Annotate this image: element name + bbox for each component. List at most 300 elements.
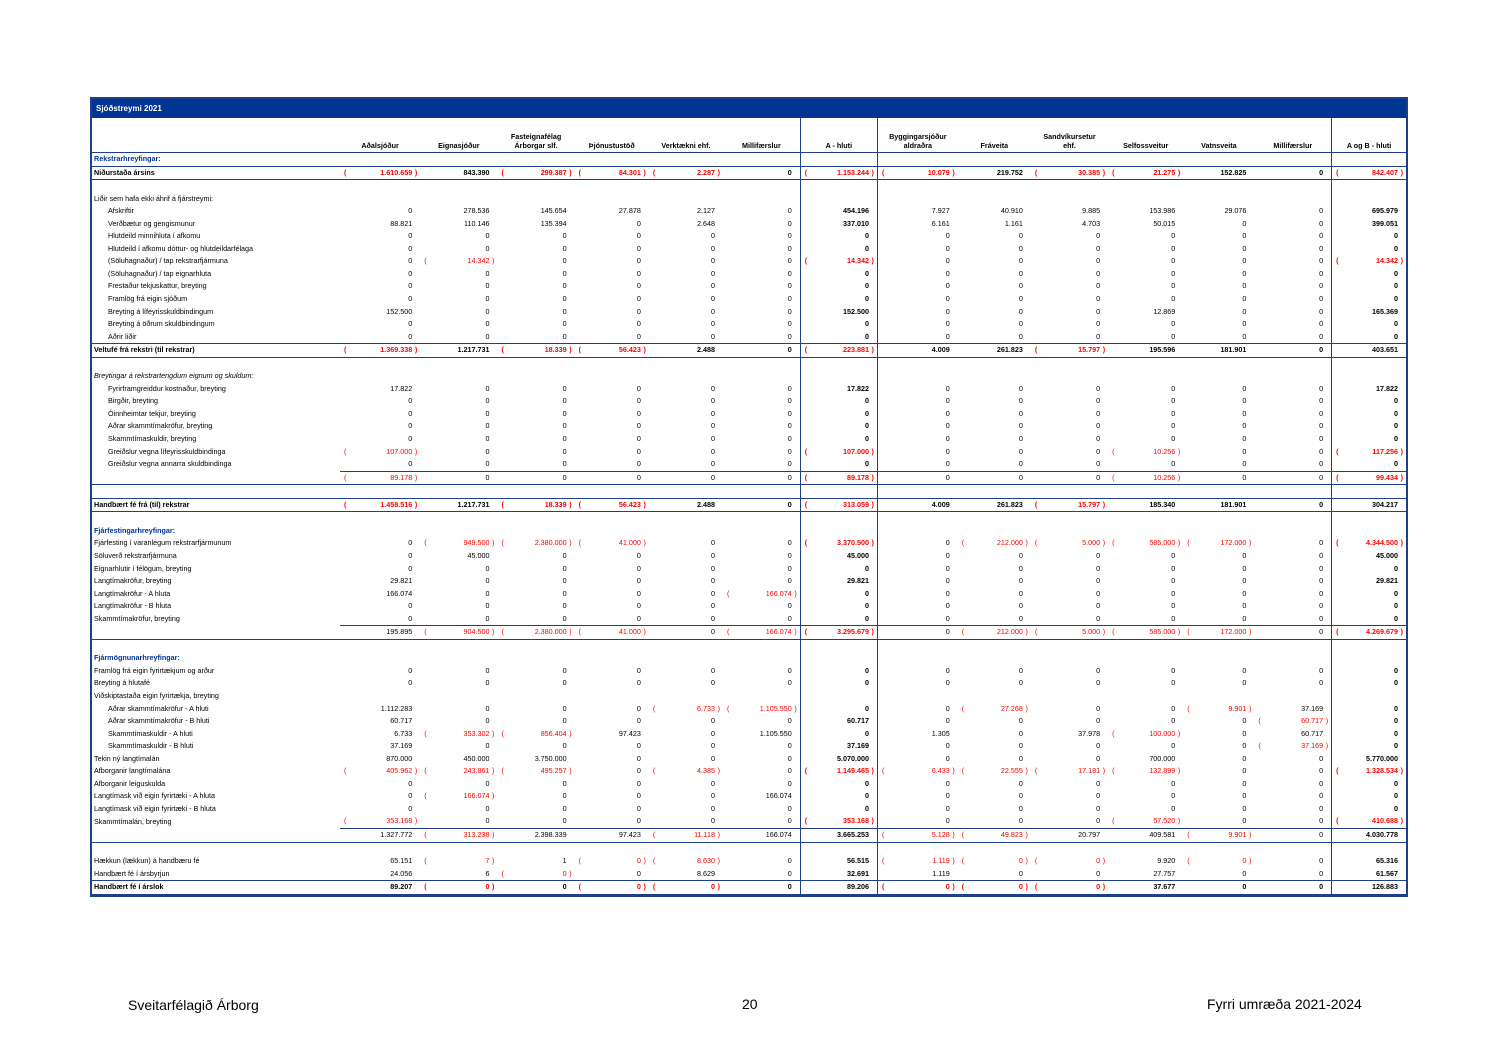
value-cell: 0 bbox=[1096, 383, 1101, 393]
value-cell: 0 bbox=[1319, 588, 1324, 598]
value-cell: ( 41.000 ) bbox=[575, 626, 649, 640]
value-cell: 3.750.000 bbox=[534, 753, 567, 763]
row-label: Framlög frá eigin fyrirtækjum og arður bbox=[94, 665, 215, 675]
value-cell bbox=[575, 357, 649, 370]
value-cell: 0 bbox=[1242, 588, 1247, 598]
table-row bbox=[92, 230, 1406, 243]
table-row bbox=[92, 613, 1406, 626]
row-label: Tekin ný langtímalán bbox=[94, 753, 160, 763]
value-cell: 0 bbox=[1018, 576, 1023, 586]
value-cell: 0 bbox=[1242, 778, 1247, 788]
value-cell bbox=[340, 357, 420, 370]
row-label: Langtímakröfur - B hluta bbox=[94, 601, 172, 611]
value-cell: ( 1.369.338 ) bbox=[340, 344, 420, 358]
value-cell bbox=[1332, 153, 1406, 167]
value-cell: 0 bbox=[877, 600, 957, 613]
value-cell: 0 bbox=[636, 766, 641, 776]
row-label bbox=[92, 626, 340, 640]
value-cell: 0 bbox=[1332, 740, 1406, 753]
value-cell: 0 bbox=[711, 538, 716, 548]
value-cell bbox=[877, 370, 957, 383]
value-cell bbox=[877, 485, 957, 499]
value-cell: 0 bbox=[711, 576, 716, 586]
value-cell: 0 bbox=[1319, 753, 1324, 763]
value-cell: ( 1.458.516 ) bbox=[340, 498, 420, 512]
value-cell: 0 bbox=[1319, 446, 1324, 456]
value-cell: 0 bbox=[787, 319, 792, 329]
row-label bbox=[92, 842, 340, 855]
column-header: Þjónustustöð bbox=[575, 118, 649, 153]
value-cell bbox=[1332, 690, 1406, 703]
value-cell: 0 bbox=[711, 446, 716, 456]
value-cell: 0 bbox=[1319, 383, 1324, 393]
value-cell: ( 1.153.244 ) bbox=[800, 166, 877, 180]
value-cell: ( 0 ) bbox=[497, 868, 574, 881]
column-header: A - hluti bbox=[800, 118, 877, 153]
value-cell: 0 bbox=[1332, 790, 1406, 803]
value-cell: 0 bbox=[1319, 766, 1324, 776]
value-cell: 0 bbox=[562, 803, 567, 813]
value-cell: 0 bbox=[787, 550, 792, 560]
value-cell: 0 bbox=[408, 256, 413, 266]
value-cell: 0 bbox=[1018, 601, 1023, 611]
value-cell: 0 bbox=[1183, 881, 1254, 895]
value-cell: 0 bbox=[1319, 408, 1324, 418]
value-cell: 0 bbox=[787, 778, 792, 788]
value-cell: 0 bbox=[787, 601, 792, 611]
value-cell: 0 bbox=[485, 665, 490, 675]
value-cell: ( 495.257 ) bbox=[497, 765, 574, 778]
table-row bbox=[92, 753, 1406, 766]
value-cell: 45.000 bbox=[467, 550, 490, 560]
value-cell: 0 bbox=[636, 459, 641, 469]
value-cell: 0 bbox=[1332, 803, 1406, 816]
table-row bbox=[92, 740, 1406, 753]
value-cell: 0 bbox=[1319, 601, 1324, 611]
row-label: Framlög frá eigin sjóðum bbox=[108, 294, 188, 304]
row-label: Aðrir liðir bbox=[108, 331, 137, 341]
value-cell bbox=[420, 652, 497, 665]
row-label: Hlutdeild minnihluta í afkomu bbox=[108, 231, 201, 241]
value-cell bbox=[340, 153, 420, 167]
value-cell: ( 585.000 ) bbox=[1108, 537, 1183, 550]
spacer-row bbox=[92, 639, 1406, 652]
value-cell: 0 bbox=[958, 471, 1031, 485]
value-cell: 0 bbox=[408, 601, 413, 611]
value-cell: 17.822 bbox=[1332, 383, 1406, 396]
value-cell: 0 bbox=[562, 319, 567, 329]
value-cell: 0 bbox=[711, 665, 716, 675]
value-cell: 0 bbox=[636, 868, 641, 878]
value-cell: 0 bbox=[636, 613, 641, 623]
value-cell: 0 bbox=[1254, 626, 1331, 640]
value-cell: 0 bbox=[636, 294, 641, 304]
value-cell: ( 10.256 ) bbox=[1108, 471, 1183, 485]
value-cell bbox=[497, 690, 574, 703]
value-cell: 0 bbox=[1332, 563, 1406, 576]
value-cell: ( 2.380.000 ) bbox=[497, 626, 574, 640]
value-cell bbox=[723, 357, 800, 370]
value-cell: 0 bbox=[800, 293, 877, 306]
spacer-row bbox=[92, 485, 1406, 499]
value-cell bbox=[649, 512, 723, 525]
table-row bbox=[92, 420, 1406, 433]
value-cell: 0 bbox=[1018, 816, 1023, 826]
value-cell: 0 bbox=[800, 243, 877, 256]
value-cell: 0 bbox=[562, 678, 567, 688]
value-cell: 0 bbox=[1242, 281, 1247, 291]
row-label: Langtímakröfur - A hluta bbox=[94, 588, 171, 598]
value-cell bbox=[723, 639, 800, 652]
value-cell: 0 bbox=[408, 331, 413, 341]
footer-document-label: Fyrri umræða 2021-2024 bbox=[1207, 996, 1362, 1012]
value-cell: 0 bbox=[1018, 231, 1023, 241]
value-cell: 0 bbox=[485, 243, 490, 253]
row-label: Langtímask við eigin fyrirtæki - A hluta bbox=[94, 791, 216, 801]
value-cell bbox=[1183, 652, 1254, 665]
value-cell: 0 bbox=[1242, 243, 1247, 253]
value-cell bbox=[723, 652, 800, 665]
value-cell: 0 bbox=[575, 471, 649, 485]
value-cell: 0 bbox=[1171, 331, 1176, 341]
value-cell: 0 bbox=[1242, 459, 1247, 469]
value-cell: 0 bbox=[1319, 331, 1324, 341]
value-cell: 0 bbox=[1096, 331, 1101, 341]
value-cell: 0 bbox=[1018, 613, 1023, 623]
value-cell: 0 bbox=[408, 459, 413, 469]
value-cell: 0 bbox=[1018, 331, 1023, 341]
value-cell bbox=[800, 193, 877, 206]
value-cell: 7.927 bbox=[877, 205, 957, 218]
row-label: Skammtímakröfur, breyting bbox=[94, 613, 180, 623]
column-header: Eignasjóður bbox=[420, 118, 497, 153]
value-cell: 0 bbox=[1096, 396, 1101, 406]
value-cell: 1.327.772 bbox=[340, 828, 420, 842]
value-cell: 0 bbox=[877, 446, 957, 459]
value-cell: 0 bbox=[787, 218, 792, 228]
value-cell bbox=[1254, 485, 1331, 499]
value-cell: 0 bbox=[1018, 665, 1023, 675]
value-cell: 0 bbox=[485, 678, 490, 688]
value-cell: 17.822 bbox=[390, 383, 413, 393]
value-cell: ( 0 ) bbox=[958, 881, 1031, 895]
value-cell bbox=[575, 639, 649, 652]
value-cell: 0 bbox=[1096, 408, 1101, 418]
value-cell bbox=[575, 485, 649, 499]
value-cell: 0 bbox=[485, 703, 490, 713]
value-cell: 0 bbox=[711, 319, 716, 329]
value-cell: 0 bbox=[800, 778, 877, 791]
value-cell: 6.733 bbox=[394, 728, 413, 738]
value-cell: 0 bbox=[711, 434, 716, 444]
value-cell: 0 bbox=[1332, 268, 1406, 281]
value-cell: ( 0 ) bbox=[958, 855, 1031, 868]
value-cell: 0 bbox=[787, 766, 792, 776]
row-label: Liðir sem hafa ekki áhrif á fjárstreymi: bbox=[94, 193, 214, 203]
value-cell: 0 bbox=[562, 421, 567, 431]
value-cell: 0 bbox=[1171, 459, 1176, 469]
row-label: (Söluhagnaður) / tap eignarhluta bbox=[108, 268, 212, 278]
value-cell: ( 0 ) bbox=[877, 881, 957, 895]
value-cell: 0 bbox=[1332, 395, 1406, 408]
table-row bbox=[92, 537, 1406, 550]
value-cell bbox=[420, 842, 497, 855]
row-label: Skammtímaskuldir - A hluti bbox=[108, 728, 193, 738]
value-cell: 0 bbox=[1319, 856, 1324, 866]
value-cell: 0 bbox=[1242, 613, 1247, 623]
value-cell bbox=[958, 357, 1031, 370]
value-cell: 0 bbox=[1242, 231, 1247, 241]
value-cell bbox=[1108, 370, 1183, 383]
value-cell: 9.920 bbox=[1157, 856, 1176, 866]
value-cell bbox=[649, 525, 723, 538]
value-cell: 0 bbox=[1332, 715, 1406, 728]
value-cell: 0 bbox=[1171, 778, 1176, 788]
value-cell bbox=[800, 639, 877, 652]
value-cell: ( 9.901 ) bbox=[1183, 703, 1254, 716]
value-cell bbox=[1108, 357, 1183, 370]
value-cell: 403.651 bbox=[1332, 344, 1406, 358]
table-row bbox=[92, 728, 1406, 741]
value-cell bbox=[1254, 525, 1331, 538]
value-cell: 0 bbox=[1018, 434, 1023, 444]
value-cell: 37.978 bbox=[1078, 728, 1101, 738]
value-cell: 0 bbox=[408, 613, 413, 623]
value-cell bbox=[877, 652, 957, 665]
value-cell: 0 bbox=[800, 703, 877, 716]
value-cell: ( 166.074 ) bbox=[723, 588, 800, 601]
value-cell: ( 212.000 ) bbox=[958, 537, 1031, 550]
value-cell: ( 37.169 ) bbox=[1254, 740, 1331, 753]
value-cell: 0 bbox=[711, 550, 716, 560]
value-cell bbox=[1183, 639, 1254, 652]
value-cell: ( 10.256 ) bbox=[1108, 446, 1183, 459]
value-cell: ( 405.962 ) bbox=[340, 765, 420, 778]
table-row bbox=[92, 588, 1406, 601]
value-cell: 0 bbox=[562, 446, 567, 456]
value-cell: 0 bbox=[562, 231, 567, 241]
value-cell: ( 172.000 ) bbox=[1183, 626, 1254, 640]
value-cell bbox=[723, 153, 800, 167]
value-cell: 0 bbox=[1242, 294, 1247, 304]
value-cell: 0 bbox=[562, 791, 567, 801]
value-cell: 0 bbox=[636, 563, 641, 573]
value-cell: 32.691 bbox=[800, 868, 877, 881]
value-cell: 9.885 bbox=[1082, 206, 1101, 216]
value-cell: 195.596 bbox=[1108, 344, 1183, 358]
value-cell: 0 bbox=[711, 243, 716, 253]
value-cell: 45.000 bbox=[1332, 550, 1406, 563]
value-cell: 0 bbox=[1242, 716, 1247, 726]
table-row bbox=[92, 331, 1406, 344]
value-cell bbox=[958, 180, 1031, 193]
value-cell: 0 bbox=[636, 588, 641, 598]
value-cell: 0 bbox=[1018, 803, 1023, 813]
value-cell: ( 15.797 ) bbox=[1031, 498, 1108, 512]
value-cell: 27.757 bbox=[1153, 868, 1176, 878]
row-label bbox=[92, 180, 340, 193]
value-cell: 0 bbox=[787, 294, 792, 304]
value-cell: 0 bbox=[800, 563, 877, 576]
row-label bbox=[92, 471, 340, 485]
value-cell: 1.119 bbox=[877, 868, 957, 881]
value-cell: ( 57.520 ) bbox=[1108, 815, 1183, 828]
value-cell: ( 56.423 ) bbox=[575, 498, 649, 512]
value-cell bbox=[958, 512, 1031, 525]
value-cell bbox=[723, 485, 800, 499]
value-cell: 0 bbox=[1096, 703, 1101, 713]
value-cell: 0 bbox=[787, 613, 792, 623]
value-cell bbox=[1031, 485, 1108, 499]
value-cell bbox=[1183, 193, 1254, 206]
value-cell: 4.030.778 bbox=[1332, 828, 1406, 842]
value-cell: ( 18.339 ) bbox=[497, 498, 574, 512]
value-cell: 0 bbox=[711, 778, 716, 788]
value-cell: 126.883 bbox=[1332, 881, 1406, 895]
value-cell: ( 1.328.534 ) bbox=[1332, 765, 1406, 778]
value-cell: 0 bbox=[877, 613, 957, 626]
value-cell: 0 bbox=[1171, 803, 1176, 813]
value-cell bbox=[649, 485, 723, 499]
value-cell: ( 1.119 ) bbox=[877, 855, 957, 868]
value-cell: 0 bbox=[1018, 281, 1023, 291]
value-cell: 0 bbox=[1242, 741, 1247, 751]
value-cell: 0 bbox=[877, 537, 957, 550]
value-cell: 0 bbox=[1171, 281, 1176, 291]
value-cell: 0 bbox=[1319, 421, 1324, 431]
value-cell: ( 30.385 ) bbox=[1031, 166, 1108, 180]
value-cell: 0 bbox=[1319, 816, 1324, 826]
value-cell: 8.629 bbox=[697, 868, 716, 878]
row-label: Greiðslur vegna annarra skuldbindinga bbox=[108, 459, 232, 469]
table-row bbox=[92, 268, 1406, 281]
value-cell: 0 bbox=[1171, 383, 1176, 393]
row-label bbox=[92, 485, 340, 499]
table-row bbox=[92, 563, 1406, 576]
value-cell: 0 bbox=[636, 218, 641, 228]
value-cell bbox=[1254, 690, 1331, 703]
value-cell: 0 bbox=[1242, 868, 1247, 878]
value-cell: 0 bbox=[1096, 816, 1101, 826]
value-cell: 0 bbox=[636, 703, 641, 713]
row-label bbox=[92, 512, 340, 525]
column-header: Byggingarsjóður aldraðra bbox=[877, 118, 957, 153]
value-cell: 0 bbox=[787, 868, 792, 878]
value-cell: 0 bbox=[1319, 243, 1324, 253]
value-cell: 0 bbox=[1096, 741, 1101, 751]
value-cell: 0 bbox=[636, 778, 641, 788]
value-cell bbox=[1183, 180, 1254, 193]
row-label: Veltufé frá rekstri (til rekstrar) bbox=[92, 344, 340, 358]
value-cell: 29.821 bbox=[390, 576, 413, 586]
value-cell: 0 bbox=[787, 816, 792, 826]
sheet-title: Sjóðstreymi 2021 bbox=[92, 99, 1406, 118]
value-cell: 0 bbox=[877, 255, 957, 268]
value-cell: 0 bbox=[1096, 550, 1101, 560]
value-cell: 0 bbox=[636, 446, 641, 456]
value-cell: 0 bbox=[1254, 881, 1331, 895]
value-cell: ( 410.688 ) bbox=[1332, 815, 1406, 828]
value-cell: 0 bbox=[1018, 716, 1023, 726]
value-cell: 0 bbox=[1171, 613, 1176, 623]
value-cell: 0 bbox=[1018, 306, 1023, 316]
value-cell: 166.074 bbox=[723, 828, 800, 842]
table-row bbox=[92, 318, 1406, 331]
value-cell: 0 bbox=[485, 803, 490, 813]
value-cell: ( 223.881 ) bbox=[800, 344, 877, 358]
value-cell bbox=[1108, 180, 1183, 193]
value-cell: 0 bbox=[497, 881, 574, 895]
value-cell bbox=[1254, 370, 1331, 383]
value-cell bbox=[649, 639, 723, 652]
value-cell: 0 bbox=[408, 678, 413, 688]
value-cell bbox=[340, 690, 420, 703]
value-cell: 0 bbox=[636, 665, 641, 675]
footer-municipality: Sveitarfélagið Árborg bbox=[128, 997, 259, 1013]
value-cell: ( 904.500 ) bbox=[420, 626, 497, 640]
value-cell: 0 bbox=[485, 421, 490, 431]
value-cell bbox=[1183, 153, 1254, 167]
value-cell: 454.196 bbox=[800, 205, 877, 218]
value-cell: 0 bbox=[1018, 550, 1023, 560]
value-cell: 0 bbox=[1319, 803, 1324, 813]
table-row bbox=[92, 433, 1406, 446]
row-label: Handbært fé í árslok bbox=[92, 881, 340, 895]
value-cell: 0 bbox=[787, 716, 792, 726]
value-cell: ( 100.000 ) bbox=[1108, 728, 1183, 741]
value-cell: 0 bbox=[1018, 408, 1023, 418]
value-cell: ( 49.823 ) bbox=[958, 828, 1031, 842]
value-cell bbox=[420, 690, 497, 703]
value-cell bbox=[877, 180, 957, 193]
value-cell bbox=[723, 690, 800, 703]
value-cell: 0 bbox=[1242, 331, 1247, 341]
value-cell: ( 11.118 ) bbox=[649, 828, 723, 842]
value-cell: ( 0 ) bbox=[420, 881, 497, 895]
value-cell: ( 0 ) bbox=[1031, 855, 1108, 868]
value-cell: 700.000 bbox=[1149, 753, 1176, 763]
value-cell: 0 bbox=[800, 600, 877, 613]
value-cell: 0 bbox=[1018, 421, 1023, 431]
value-cell bbox=[1254, 357, 1331, 370]
value-cell: 0 bbox=[562, 741, 567, 751]
table-row bbox=[92, 205, 1406, 218]
value-cell: 0 bbox=[485, 613, 490, 623]
table-row bbox=[92, 790, 1406, 803]
value-cell bbox=[649, 357, 723, 370]
value-cell bbox=[420, 180, 497, 193]
value-cell: 0 bbox=[711, 753, 716, 763]
value-cell: 152.825 bbox=[1183, 166, 1254, 180]
value-cell bbox=[723, 370, 800, 383]
value-cell: 0 bbox=[711, 716, 716, 726]
value-cell: ( 0 ) bbox=[649, 881, 723, 895]
value-cell: 4.009 bbox=[877, 498, 957, 512]
table-row bbox=[92, 280, 1406, 293]
value-cell: 2.488 bbox=[649, 344, 723, 358]
value-cell: 0 bbox=[1319, 256, 1324, 266]
value-cell: 0 bbox=[1242, 434, 1247, 444]
table-row bbox=[92, 881, 1406, 895]
table-row bbox=[92, 715, 1406, 728]
value-cell: 0 bbox=[1332, 230, 1406, 243]
value-cell: 0 bbox=[636, 753, 641, 763]
value-cell bbox=[340, 193, 420, 206]
row-label: Niðurstaða ársins bbox=[92, 166, 340, 180]
value-cell: ( 89.178 ) bbox=[340, 471, 420, 485]
value-cell: 0 bbox=[1242, 550, 1247, 560]
value-cell: 0 bbox=[1332, 420, 1406, 433]
